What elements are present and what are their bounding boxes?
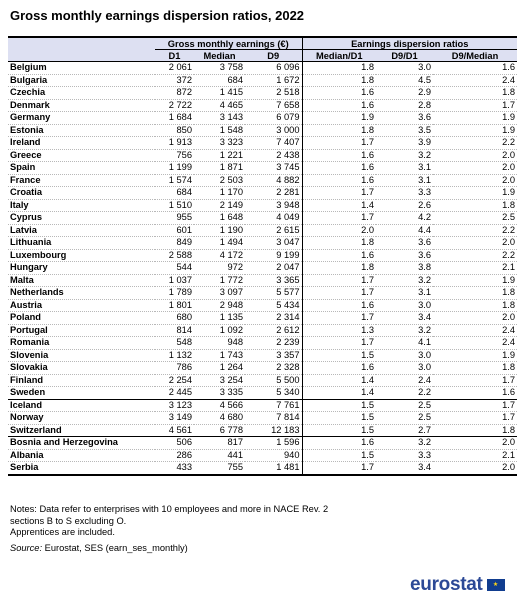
- value-cell-median: 2 149: [194, 199, 245, 212]
- value-cell-median: 1 871: [194, 162, 245, 175]
- earnings-table: [8, 36, 517, 476]
- table-row: [8, 287, 517, 300]
- value-cell-d9m: 1.9: [433, 124, 517, 137]
- value-cell-d9: 6 096: [245, 62, 302, 75]
- value-cell-d9d1: 3.2: [376, 437, 433, 450]
- value-cell-d9: 2 328: [245, 362, 302, 375]
- table-row: [8, 262, 517, 275]
- table-row: [8, 124, 517, 137]
- value-cell-d9: 4 049: [245, 212, 302, 225]
- country-cell: Lithuania: [8, 237, 155, 250]
- value-cell-md1: 1.5: [302, 349, 376, 362]
- value-cell-d9d1: 3.0: [376, 62, 433, 75]
- value-cell-md1: 1.7: [302, 187, 376, 200]
- value-cell-d1: 1 574: [155, 174, 194, 187]
- value-cell-median: 1 092: [194, 324, 245, 337]
- value-cell-md1: 1.4: [302, 374, 376, 387]
- value-cell-d9d1: 2.4: [376, 374, 433, 387]
- value-cell-d9: 7 658: [245, 99, 302, 112]
- value-cell-d9: 3 000: [245, 124, 302, 137]
- value-cell-d9d1: 4.1: [376, 337, 433, 350]
- value-cell-md1: 1.8: [302, 262, 376, 275]
- value-cell-md1: 1.3: [302, 324, 376, 337]
- value-cell-md1: 1.7: [302, 212, 376, 225]
- value-cell-d9: 2 615: [245, 224, 302, 237]
- value-cell-d9d1: 3.6: [376, 249, 433, 262]
- value-cell-d9m: 2.2: [433, 137, 517, 150]
- value-cell-d9d1: 3.5: [376, 124, 433, 137]
- value-cell-d1: 2 254: [155, 374, 194, 387]
- value-cell-d9m: 1.8: [433, 424, 517, 437]
- value-cell-d9: 9 199: [245, 249, 302, 262]
- value-cell-d1: 372: [155, 74, 194, 87]
- source-line: [10, 543, 328, 555]
- value-cell-md1: 1.6: [302, 299, 376, 312]
- header-d9: D9: [245, 50, 302, 62]
- table-row: [8, 337, 517, 350]
- value-cell-d9m: 2.0: [433, 437, 517, 450]
- value-cell-d9d1: 3.2: [376, 274, 433, 287]
- value-cell-d9m: 2.5: [433, 212, 517, 225]
- value-cell-d9: 3 365: [245, 274, 302, 287]
- value-cell-d9: 6 079: [245, 112, 302, 125]
- table-row: [8, 87, 517, 100]
- value-cell-median: 1 772: [194, 274, 245, 287]
- value-cell-d1: 786: [155, 362, 194, 375]
- table-row: [8, 212, 517, 225]
- value-cell-d9m: 1.8: [433, 299, 517, 312]
- country-cell: Cyprus: [8, 212, 155, 225]
- country-cell: Belgium: [8, 62, 155, 75]
- value-cell-d9d1: 3.0: [376, 349, 433, 362]
- table-row: [8, 362, 517, 375]
- value-cell-median: 817: [194, 437, 245, 450]
- value-cell-d9d1: 3.1: [376, 174, 433, 187]
- value-cell-d9: 7 814: [245, 412, 302, 425]
- value-cell-md1: 1.6: [302, 99, 376, 112]
- value-cell-d9: 1 596: [245, 437, 302, 450]
- table-row: [8, 162, 517, 175]
- value-cell-median: 1 170: [194, 187, 245, 200]
- table-row: [8, 462, 517, 475]
- value-cell-d9m: 2.2: [433, 249, 517, 262]
- value-cell-md1: 1.7: [302, 337, 376, 350]
- value-cell-d9m: 1.9: [433, 112, 517, 125]
- value-cell-d9d1: 3.0: [376, 299, 433, 312]
- value-cell-d1: 680: [155, 312, 194, 325]
- value-cell-d9d1: 3.1: [376, 287, 433, 300]
- value-cell-d1: 4 561: [155, 424, 194, 437]
- value-cell-d9: 2 281: [245, 187, 302, 200]
- value-cell-d9m: 1.6: [433, 387, 517, 400]
- value-cell-d9m: 1.6: [433, 62, 517, 75]
- value-cell-md1: 1.6: [302, 87, 376, 100]
- value-cell-median: 2 503: [194, 174, 245, 187]
- value-cell-md1: 1.6: [302, 162, 376, 175]
- header-median-d1: Median/D1: [302, 50, 376, 62]
- table-row: [8, 224, 517, 237]
- value-cell-d9: 4 882: [245, 174, 302, 187]
- value-cell-d9: 1 481: [245, 462, 302, 475]
- table-row: [8, 174, 517, 187]
- value-cell-d9d1: 2.5: [376, 399, 433, 412]
- table-row: [8, 249, 517, 262]
- value-cell-d9d1: 2.7: [376, 424, 433, 437]
- value-cell-d9: 1 672: [245, 74, 302, 87]
- value-cell-md1: 1.5: [302, 449, 376, 462]
- table-row: [8, 199, 517, 212]
- value-cell-md1: 1.4: [302, 199, 376, 212]
- value-cell-d9: 2 612: [245, 324, 302, 337]
- value-cell-md1: 1.7: [302, 462, 376, 475]
- value-cell-d1: 872: [155, 87, 194, 100]
- value-cell-d9m: 2.1: [433, 262, 517, 275]
- value-cell-d9: 5 577: [245, 287, 302, 300]
- value-cell-d9m: 1.8: [433, 362, 517, 375]
- country-cell: Romania: [8, 337, 155, 350]
- table-row: [8, 312, 517, 325]
- value-cell-d1: 1 510: [155, 199, 194, 212]
- country-cell: Spain: [8, 162, 155, 175]
- table-title: Gross monthly earnings dispersion ratios, 2022: [10, 8, 305, 23]
- value-cell-d9: 2 239: [245, 337, 302, 350]
- table-row: [8, 274, 517, 287]
- country-cell: Croatia: [8, 187, 155, 200]
- value-cell-d9m: 2.0: [433, 462, 517, 475]
- value-cell-d1: 1 913: [155, 137, 194, 150]
- value-cell-d9: 3 047: [245, 237, 302, 250]
- header-d1: D1: [155, 50, 194, 62]
- value-cell-d9d1: 2.9: [376, 87, 433, 100]
- value-cell-d1: 3 123: [155, 399, 194, 412]
- value-cell-md1: 1.6: [302, 362, 376, 375]
- value-cell-d9d1: 4.4: [376, 224, 433, 237]
- note-line: sections B to S excluding O.: [10, 515, 127, 526]
- value-cell-d1: 1 199: [155, 162, 194, 175]
- country-cell: Switzerland: [8, 424, 155, 437]
- value-cell-median: 1 190: [194, 224, 245, 237]
- country-cell: Denmark: [8, 99, 155, 112]
- country-cell: Serbia: [8, 462, 155, 475]
- country-cell: Bulgaria: [8, 74, 155, 87]
- value-cell-d1: 850: [155, 124, 194, 137]
- value-cell-d9m: 2.4: [433, 324, 517, 337]
- value-cell-md1: 1.5: [302, 424, 376, 437]
- note-line: Notes: Data refer to enterprises with 10 employees and more in NACE Rev. 2: [10, 504, 329, 514]
- table-row: [8, 237, 517, 250]
- country-cell: Latvia: [8, 224, 155, 237]
- eu-flag-icon: ★: [487, 579, 505, 591]
- source-label: Source:: [10, 542, 43, 553]
- value-cell-d9: 2 518: [245, 87, 302, 100]
- value-cell-d9d1: 3.3: [376, 187, 433, 200]
- value-cell-median: 1 743: [194, 349, 245, 362]
- eurostat-logo: [410, 574, 505, 596]
- country-cell: Hungary: [8, 262, 155, 275]
- value-cell-median: 1 264: [194, 362, 245, 375]
- country-cell: Luxembourg: [8, 249, 155, 262]
- value-cell-median: 3 335: [194, 387, 245, 400]
- value-cell-d9m: 2.4: [433, 337, 517, 350]
- country-cell: Sweden: [8, 387, 155, 400]
- value-cell-d9m: 1.7: [433, 399, 517, 412]
- value-cell-d9m: 2.2: [433, 224, 517, 237]
- value-cell-median: 4 566: [194, 399, 245, 412]
- value-cell-d9m: 2.0: [433, 312, 517, 325]
- value-cell-median: 684: [194, 74, 245, 87]
- value-cell-d1: 2 722: [155, 99, 194, 112]
- value-cell-d9d1: 4.2: [376, 212, 433, 225]
- value-cell-md1: 1.6: [302, 437, 376, 450]
- value-cell-d1: 433: [155, 462, 194, 475]
- value-cell-md1: 1.5: [302, 399, 376, 412]
- value-cell-median: 3 758: [194, 62, 245, 75]
- value-cell-d1: 849: [155, 237, 194, 250]
- value-cell-d9m: 1.9: [433, 187, 517, 200]
- header-group-earnings: Gross monthly earnings (€): [155, 37, 302, 50]
- header-d9-median: D9/Median: [433, 50, 517, 62]
- value-cell-d9d1: 3.4: [376, 462, 433, 475]
- value-cell-d9: 5 340: [245, 387, 302, 400]
- value-cell-d1: 3 149: [155, 412, 194, 425]
- value-cell-d9d1: 3.0: [376, 362, 433, 375]
- value-cell-d1: 756: [155, 149, 194, 162]
- value-cell-d9m: 2.0: [433, 149, 517, 162]
- notes: [10, 504, 328, 554]
- value-cell-median: 1 221: [194, 149, 245, 162]
- table-row: [8, 349, 517, 362]
- value-cell-md1: 1.8: [302, 62, 376, 75]
- value-cell-md1: 1.7: [302, 287, 376, 300]
- country-cell: Poland: [8, 312, 155, 325]
- value-cell-median: 4 465: [194, 99, 245, 112]
- country-cell: Slovakia: [8, 362, 155, 375]
- value-cell-d9m: 1.8: [433, 199, 517, 212]
- value-cell-d9m: 2.4: [433, 74, 517, 87]
- table-row: [8, 62, 517, 75]
- value-cell-d9: 2 314: [245, 312, 302, 325]
- value-cell-d9d1: 3.1: [376, 162, 433, 175]
- value-cell-d9m: 1.7: [433, 374, 517, 387]
- value-cell-md1: 1.8: [302, 74, 376, 87]
- value-cell-d1: 955: [155, 212, 194, 225]
- value-cell-d9d1: 2.5: [376, 412, 433, 425]
- table-row: [8, 112, 517, 125]
- value-cell-d9m: 1.7: [433, 412, 517, 425]
- value-cell-d9: 7 407: [245, 137, 302, 150]
- table-row: [8, 399, 517, 412]
- value-cell-md1: 1.6: [302, 149, 376, 162]
- value-cell-d9m: 1.9: [433, 349, 517, 362]
- value-cell-d9d1: 3.8: [376, 262, 433, 275]
- country-cell: Czechia: [8, 87, 155, 100]
- value-cell-d9m: 2.0: [433, 174, 517, 187]
- value-cell-d1: 814: [155, 324, 194, 337]
- value-cell-median: 755: [194, 462, 245, 475]
- country-cell: Iceland: [8, 399, 155, 412]
- value-cell-d9d1: 3.9: [376, 137, 433, 150]
- value-cell-median: 3 097: [194, 287, 245, 300]
- value-cell-md1: 1.9: [302, 112, 376, 125]
- table-row: [8, 99, 517, 112]
- value-cell-d9m: 2.1: [433, 449, 517, 462]
- value-cell-d9: 3 357: [245, 349, 302, 362]
- value-cell-median: 1 415: [194, 87, 245, 100]
- value-cell-d9m: 2.0: [433, 237, 517, 250]
- value-cell-d1: 1 684: [155, 112, 194, 125]
- value-cell-md1: 1.8: [302, 124, 376, 137]
- value-cell-median: 972: [194, 262, 245, 275]
- country-cell: Malta: [8, 274, 155, 287]
- value-cell-d9d1: 3.2: [376, 324, 433, 337]
- country-cell: Italy: [8, 199, 155, 212]
- logo-text: eurostat: [410, 574, 483, 595]
- value-cell-median: 3 254: [194, 374, 245, 387]
- table-row: [8, 412, 517, 425]
- table-row: [8, 149, 517, 162]
- table-row: [8, 387, 517, 400]
- value-cell-d1: 601: [155, 224, 194, 237]
- value-cell-d9m: 1.7: [433, 99, 517, 112]
- value-cell-d1: 684: [155, 187, 194, 200]
- value-cell-median: 3 143: [194, 112, 245, 125]
- value-cell-median: 1 135: [194, 312, 245, 325]
- country-cell: Bosnia and Herzegovina: [8, 437, 155, 450]
- value-cell-d1: 544: [155, 262, 194, 275]
- country-cell: Greece: [8, 149, 155, 162]
- value-cell-d1: 286: [155, 449, 194, 462]
- value-cell-d1: 1 037: [155, 274, 194, 287]
- value-cell-md1: 1.8: [302, 237, 376, 250]
- value-cell-d9d1: 2.6: [376, 199, 433, 212]
- value-cell-median: 1 494: [194, 237, 245, 250]
- country-cell: Albania: [8, 449, 155, 462]
- value-cell-d9: 3 948: [245, 199, 302, 212]
- country-cell: Austria: [8, 299, 155, 312]
- value-cell-d9: 7 761: [245, 399, 302, 412]
- value-cell-d9: 3 745: [245, 162, 302, 175]
- value-cell-d9m: 1.8: [433, 287, 517, 300]
- value-cell-median: 2 948: [194, 299, 245, 312]
- table-row: [8, 299, 517, 312]
- value-cell-median: 4 680: [194, 412, 245, 425]
- value-cell-d1: 2 061: [155, 62, 194, 75]
- note-line: Apprentices are included.: [10, 527, 115, 537]
- value-cell-d9d1: 3.4: [376, 312, 433, 325]
- value-cell-md1: 2.0: [302, 224, 376, 237]
- country-cell: Finland: [8, 374, 155, 387]
- header-median: Median: [194, 50, 245, 62]
- table-row: [8, 424, 517, 437]
- country-cell: France: [8, 174, 155, 187]
- value-cell-d9d1: 3.6: [376, 237, 433, 250]
- header-group-ratios: Earnings dispersion ratios: [302, 37, 517, 50]
- value-cell-d1: 548: [155, 337, 194, 350]
- table-row: [8, 324, 517, 337]
- header-blank: [8, 37, 155, 50]
- country-cell: Slovenia: [8, 349, 155, 362]
- value-cell-md1: 1.5: [302, 412, 376, 425]
- value-cell-md1: 1.7: [302, 274, 376, 287]
- value-cell-d9d1: 2.2: [376, 387, 433, 400]
- value-cell-d1: 1 801: [155, 299, 194, 312]
- country-cell: Norway: [8, 412, 155, 425]
- country-cell: Germany: [8, 112, 155, 125]
- value-cell-md1: 1.7: [302, 312, 376, 325]
- value-cell-d9d1: 4.5: [376, 74, 433, 87]
- table-row: [8, 374, 517, 387]
- value-cell-d9: 5 500: [245, 374, 302, 387]
- value-cell-md1: 1.7: [302, 137, 376, 150]
- table-row: [8, 437, 517, 450]
- value-cell-d9: 5 434: [245, 299, 302, 312]
- table-row: [8, 187, 517, 200]
- value-cell-md1: 1.6: [302, 249, 376, 262]
- value-cell-md1: 1.4: [302, 387, 376, 400]
- value-cell-median: 1 548: [194, 124, 245, 137]
- table-row: [8, 74, 517, 87]
- country-cell: Netherlands: [8, 287, 155, 300]
- header-d9-d1: D9/D1: [376, 50, 433, 62]
- country-cell: Estonia: [8, 124, 155, 137]
- country-cell: Portugal: [8, 324, 155, 337]
- value-cell-d9d1: 2.8: [376, 99, 433, 112]
- value-cell-d9d1: 3.2: [376, 149, 433, 162]
- value-cell-d1: 506: [155, 437, 194, 450]
- value-cell-d9m: 1.8: [433, 87, 517, 100]
- value-cell-median: 441: [194, 449, 245, 462]
- value-cell-d1: 2 445: [155, 387, 194, 400]
- value-cell-d9d1: 3.6: [376, 112, 433, 125]
- value-cell-d1: 1 132: [155, 349, 194, 362]
- value-cell-md1: 1.6: [302, 174, 376, 187]
- value-cell-median: 948: [194, 337, 245, 350]
- value-cell-d9m: 2.0: [433, 162, 517, 175]
- value-cell-d9: 2 438: [245, 149, 302, 162]
- value-cell-d9m: 1.9: [433, 274, 517, 287]
- value-cell-d1: 2 588: [155, 249, 194, 262]
- value-cell-median: 3 323: [194, 137, 245, 150]
- value-cell-median: 4 172: [194, 249, 245, 262]
- value-cell-median: 1 648: [194, 212, 245, 225]
- source-text: Eurostat, SES (earn_ses_monthly): [42, 542, 188, 553]
- value-cell-median: 6 778: [194, 424, 245, 437]
- country-cell: Ireland: [8, 137, 155, 150]
- value-cell-d9: 2 047: [245, 262, 302, 275]
- value-cell-d9d1: 3.3: [376, 449, 433, 462]
- header-blank-2: [8, 50, 155, 62]
- table-row: [8, 137, 517, 150]
- value-cell-d9: 940: [245, 449, 302, 462]
- table-body: [8, 62, 517, 475]
- value-cell-d9: 12 183: [245, 424, 302, 437]
- table-row: [8, 449, 517, 462]
- value-cell-d1: 1 789: [155, 287, 194, 300]
